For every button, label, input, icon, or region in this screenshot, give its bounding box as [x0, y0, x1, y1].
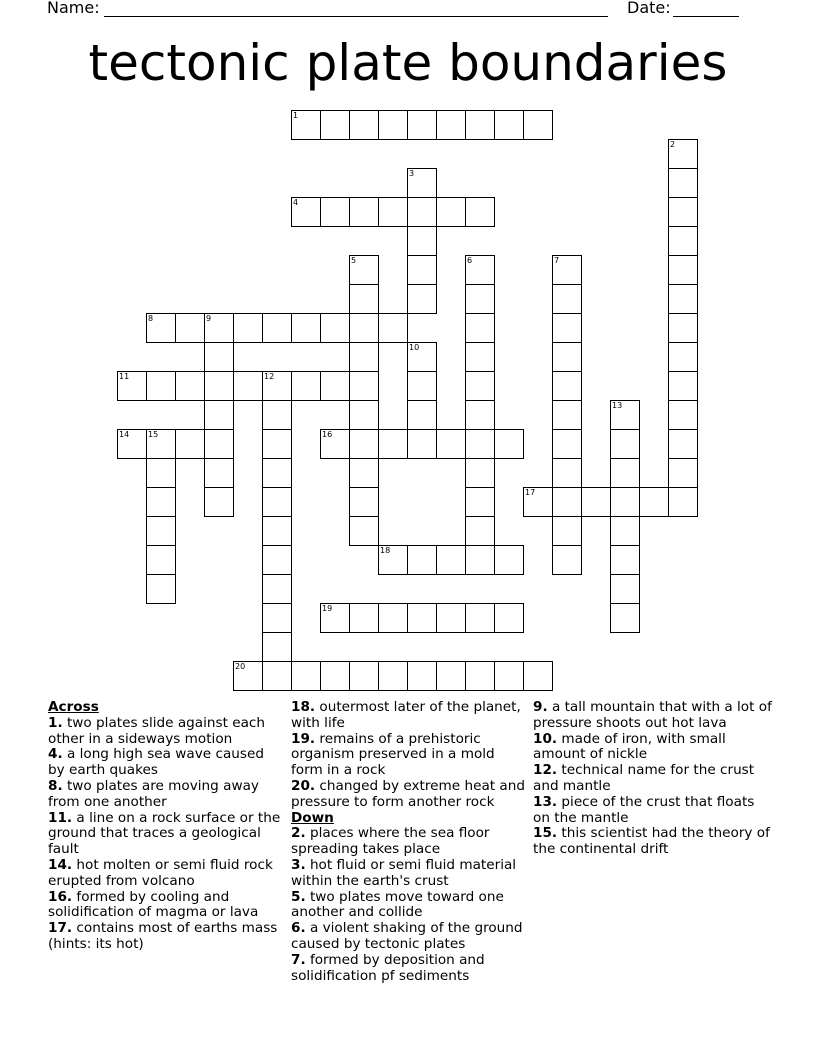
grid-cell[interactable]	[262, 661, 292, 691]
clue-number: 6.	[291, 920, 306, 937]
grid-cell[interactable]	[668, 313, 698, 343]
grid-cell[interactable]	[320, 661, 350, 691]
grid-cell[interactable]	[349, 197, 379, 227]
grid-cell[interactable]	[146, 574, 176, 604]
grid-cell[interactable]	[407, 603, 437, 633]
clue-text: this scientist had the theory of the continental drift	[533, 825, 770, 858]
clue-text: a long high sea wave caused by earth quakes	[48, 746, 264, 779]
grid-cell[interactable]	[349, 400, 379, 430]
grid-cell[interactable]	[465, 516, 495, 546]
across-heading: Across	[48, 699, 99, 715]
across-clue	[48, 779, 284, 811]
down-clue	[533, 826, 773, 858]
grid-cell[interactable]	[204, 313, 234, 343]
grid-cell[interactable]	[639, 487, 669, 517]
grid-cell[interactable]	[378, 313, 408, 343]
grid-cell[interactable]	[436, 110, 466, 140]
grid-cell[interactable]	[552, 545, 582, 575]
grid-cell[interactable]	[233, 313, 263, 343]
across-clue	[48, 858, 284, 890]
cell-number: 9	[206, 314, 212, 323]
grid-cell[interactable]	[262, 632, 292, 662]
grid-cell[interactable]	[175, 429, 205, 459]
grid-cell[interactable]	[349, 429, 379, 459]
clue-text: two plates are moving away from one another	[48, 777, 259, 810]
grid-cell[interactable]	[407, 545, 437, 575]
down-clue	[291, 826, 527, 858]
grid-cell[interactable]	[668, 284, 698, 314]
grid-cell[interactable]	[610, 516, 640, 546]
clue-text: remains of a prehistoric organism preserved in a mold form in a rock	[291, 730, 495, 779]
grid-cell[interactable]	[320, 371, 350, 401]
grid-cell[interactable]	[146, 458, 176, 488]
grid-cell[interactable]	[552, 371, 582, 401]
grid-cell[interactable]	[146, 516, 176, 546]
grid-cell[interactable]	[262, 458, 292, 488]
clue-number: 1.	[48, 714, 63, 731]
date-label: Date:	[627, 0, 671, 17]
grid-cell[interactable]	[436, 545, 466, 575]
grid-cell[interactable]	[378, 197, 408, 227]
grid-cell[interactable]	[436, 197, 466, 227]
grid-cell[interactable]	[552, 284, 582, 314]
across-clue	[48, 811, 284, 858]
down-clue	[533, 795, 773, 827]
cell-number: 18	[380, 546, 391, 555]
grid-cell[interactable]	[378, 661, 408, 691]
grid-cell[interactable]	[465, 371, 495, 401]
grid-cell[interactable]	[349, 458, 379, 488]
grid-cell[interactable]	[668, 226, 698, 256]
grid-cell[interactable]	[407, 342, 437, 372]
grid-cell[interactable]	[610, 545, 640, 575]
grid-cell[interactable]	[523, 110, 553, 140]
grid-cell[interactable]	[610, 458, 640, 488]
grid-cell[interactable]	[465, 313, 495, 343]
clue-text: hot molten or semi fluid rock erupted from volcano	[48, 856, 273, 889]
grid-cell[interactable]	[117, 371, 147, 401]
clue-text: a tall mountain that with a lot of pressure shoots out hot lava	[533, 699, 772, 731]
grid-cell[interactable]	[117, 429, 147, 459]
grid-cell[interactable]	[320, 313, 350, 343]
grid-cell[interactable]	[291, 197, 321, 227]
grid-cell[interactable]	[320, 197, 350, 227]
grid-cell[interactable]	[523, 661, 553, 691]
down-clue	[533, 700, 773, 732]
cell-number: 15	[148, 430, 159, 439]
grid-cell[interactable]	[465, 110, 495, 140]
grid-cell[interactable]	[378, 110, 408, 140]
clue-text: piece of the crust that floats on the mantle	[533, 793, 755, 826]
clue-number: 18.	[291, 699, 316, 715]
grid-cell[interactable]	[407, 284, 437, 314]
cell-number: 7	[554, 256, 560, 265]
down-clue	[291, 921, 527, 953]
clue-text: outermost later of the planet, with life	[291, 699, 521, 731]
grid-cell[interactable]	[233, 371, 263, 401]
clue-text: a line on a rock surface or the ground that traces a geological fault	[48, 809, 281, 858]
grid-cell[interactable]	[610, 429, 640, 459]
clue-number: 9.	[533, 699, 548, 715]
grid-cell[interactable]	[407, 371, 437, 401]
grid-cell[interactable]	[668, 400, 698, 430]
grid-cell[interactable]	[610, 603, 640, 633]
grid-cell[interactable]	[262, 371, 292, 401]
grid-cell[interactable]	[610, 400, 640, 430]
down-clue	[533, 763, 773, 795]
grid-cell[interactable]	[349, 516, 379, 546]
clues-column-1	[48, 700, 284, 953]
grid-cell[interactable]	[349, 661, 379, 691]
grid-cell[interactable]	[552, 400, 582, 430]
across-clue	[48, 747, 284, 779]
grid-cell[interactable]	[291, 313, 321, 343]
grid-cell[interactable]	[262, 313, 292, 343]
clue-number: 3.	[291, 856, 306, 873]
clue-text: made of iron, with small amount of nickle	[533, 730, 726, 763]
grid-cell[interactable]	[407, 226, 437, 256]
cell-number: 6	[467, 256, 473, 265]
cell-number: 12	[264, 372, 275, 381]
clue-text: changed by extreme heat and pressure to form another rock	[291, 777, 526, 810]
grid-cell[interactable]	[552, 342, 582, 372]
clue-text: formed by cooling and solidification of magma or lava	[48, 888, 259, 921]
clue-text: two plates move toward one another and collide	[291, 888, 504, 921]
grid-cell[interactable]	[668, 342, 698, 372]
grid-cell[interactable]	[146, 371, 176, 401]
grid-cell[interactable]	[436, 603, 466, 633]
grid-cell[interactable]	[146, 545, 176, 575]
grid-cell[interactable]	[465, 197, 495, 227]
name-label: Name:	[47, 0, 100, 17]
grid-cell[interactable]	[349, 603, 379, 633]
cell-number: 2	[670, 140, 676, 149]
grid-cell[interactable]	[407, 255, 437, 285]
clue-number: 13.	[533, 793, 558, 810]
grid-cell[interactable]	[262, 574, 292, 604]
grid-cell[interactable]	[407, 197, 437, 227]
down-clue	[291, 953, 527, 985]
grid-cell[interactable]	[378, 429, 408, 459]
grid-cell[interactable]	[668, 458, 698, 488]
clue-text: technical name for the crust and mantle	[533, 762, 755, 794]
grid-cell[interactable]	[291, 661, 321, 691]
clue-number: 12.	[533, 762, 558, 779]
grid-cell[interactable]	[436, 429, 466, 459]
clue-text: two plates slide against each other in a sideways motion	[48, 714, 266, 747]
grid-cell[interactable]	[378, 545, 408, 575]
clue-number: 16.	[48, 888, 73, 905]
grid-cell[interactable]	[262, 429, 292, 459]
grid-cell[interactable]	[668, 139, 698, 169]
grid-cell[interactable]	[610, 574, 640, 604]
cell-number: 20	[235, 662, 246, 671]
grid-cell[interactable]	[320, 603, 350, 633]
clue-number: 10.	[533, 730, 558, 747]
grid-cell[interactable]	[262, 487, 292, 517]
cell-number: 14	[119, 430, 130, 439]
grid-cell[interactable]	[204, 487, 234, 517]
grid-cell[interactable]	[407, 429, 437, 459]
clue-number: 7.	[291, 951, 306, 968]
grid-cell[interactable]	[494, 545, 524, 575]
cell-number: 10	[409, 343, 420, 352]
grid-cell[interactable]	[349, 284, 379, 314]
grid-cell[interactable]	[407, 168, 437, 198]
across-clue	[291, 700, 527, 732]
grid-cell[interactable]	[407, 400, 437, 430]
grid-cell[interactable]	[175, 313, 205, 343]
across-clue	[48, 890, 284, 922]
grid-cell[interactable]	[465, 400, 495, 430]
grid-cell[interactable]	[320, 429, 350, 459]
grid-cell[interactable]	[552, 516, 582, 546]
clue-text: places where the sea floor spreading takes place	[291, 825, 490, 858]
grid-cell[interactable]	[552, 487, 582, 517]
grid-cell[interactable]	[146, 429, 176, 459]
cell-number: 11	[119, 372, 130, 381]
grid-cell[interactable]	[407, 661, 437, 691]
grid-cell[interactable]	[262, 545, 292, 575]
grid-cell[interactable]	[668, 371, 698, 401]
grid-cell[interactable]	[175, 371, 205, 401]
grid-cell[interactable]	[436, 661, 466, 691]
grid-cell[interactable]	[668, 255, 698, 285]
clues-column-3	[533, 700, 773, 858]
grid-cell[interactable]	[465, 545, 495, 575]
down-clue	[291, 858, 527, 890]
puzzle-title: tectonic plate boundaries	[88, 34, 728, 92]
grid-cell[interactable]	[204, 429, 234, 459]
across-clue	[48, 921, 284, 953]
clue-number: 5.	[291, 888, 306, 905]
grid-cell[interactable]	[465, 284, 495, 314]
grid-cell[interactable]	[320, 110, 350, 140]
clues-column-2	[291, 700, 527, 984]
grid-cell[interactable]	[204, 458, 234, 488]
grid-cell[interactable]	[494, 603, 524, 633]
grid-cell[interactable]	[552, 313, 582, 343]
grid-cell[interactable]	[204, 371, 234, 401]
grid-cell[interactable]	[465, 458, 495, 488]
grid-cell[interactable]	[552, 429, 582, 459]
grid-cell[interactable]	[465, 661, 495, 691]
grid-cell[interactable]	[465, 255, 495, 285]
clue-number: 20.	[291, 777, 316, 794]
grid-cell[interactable]	[204, 400, 234, 430]
grid-cell[interactable]	[494, 110, 524, 140]
grid-cell[interactable]	[465, 342, 495, 372]
grid-cell[interactable]	[349, 255, 379, 285]
grid-cell[interactable]	[523, 487, 553, 517]
across-clue	[291, 732, 527, 779]
grid-cell[interactable]	[204, 342, 234, 372]
grid-cell[interactable]	[349, 110, 379, 140]
grid-cell[interactable]	[349, 487, 379, 517]
cell-number: 5	[351, 256, 357, 265]
grid-cell[interactable]	[494, 429, 524, 459]
across-clue	[48, 716, 284, 748]
grid-cell[interactable]	[668, 197, 698, 227]
grid-cell[interactable]	[233, 661, 263, 691]
grid-cell[interactable]	[349, 313, 379, 343]
grid-cell[interactable]	[668, 487, 698, 517]
grid-cell[interactable]	[465, 429, 495, 459]
grid-cell[interactable]	[291, 110, 321, 140]
clue-number: 8.	[48, 777, 63, 794]
grid-cell[interactable]	[494, 661, 524, 691]
grid-cell[interactable]	[552, 255, 582, 285]
grid-cell[interactable]	[668, 168, 698, 198]
clue-number: 14.	[48, 856, 73, 873]
clue-text: formed by deposition and solidification pf sediments	[291, 951, 485, 984]
cell-number: 3	[409, 169, 415, 178]
cell-number: 16	[322, 430, 333, 439]
grid-cell[interactable]	[465, 487, 495, 517]
grid-cell[interactable]	[581, 487, 611, 517]
grid-cell[interactable]	[552, 458, 582, 488]
grid-cell[interactable]	[610, 487, 640, 517]
grid-cell[interactable]	[146, 487, 176, 517]
cell-number: 19	[322, 604, 333, 613]
grid-cell[interactable]	[291, 371, 321, 401]
clue-number: 19.	[291, 730, 316, 747]
cell-number: 17	[525, 488, 536, 497]
down-heading: Down	[291, 809, 334, 826]
grid-cell[interactable]	[378, 603, 408, 633]
across-clue	[291, 779, 527, 811]
cell-number: 8	[148, 314, 154, 323]
clue-number: 4.	[48, 746, 63, 763]
grid-cell[interactable]	[262, 603, 292, 633]
cell-number: 4	[293, 198, 299, 207]
cell-number: 1	[293, 111, 299, 120]
grid-cell[interactable]	[349, 371, 379, 401]
grid-cell[interactable]	[668, 429, 698, 459]
grid-cell[interactable]	[262, 400, 292, 430]
grid-cell[interactable]	[465, 603, 495, 633]
clue-number: 11.	[48, 809, 73, 826]
down-clue	[291, 890, 527, 922]
cell-number: 13	[612, 401, 623, 410]
clue-text: hot fluid or semi fluid material within the earth's crust	[291, 856, 517, 889]
grid-cell[interactable]	[146, 313, 176, 343]
grid-cell[interactable]	[407, 110, 437, 140]
grid-cell[interactable]	[262, 516, 292, 546]
clue-number: 15.	[533, 825, 558, 842]
clue-number: 2.	[291, 825, 306, 842]
clue-text: a violent shaking of the ground caused by tectonic plates	[291, 920, 523, 952]
down-clue	[533, 732, 773, 764]
clue-number: 17.	[48, 920, 73, 937]
grid-cell[interactable]	[349, 342, 379, 372]
clue-text: contains most of earths mass (hints: its hot)	[48, 920, 278, 952]
